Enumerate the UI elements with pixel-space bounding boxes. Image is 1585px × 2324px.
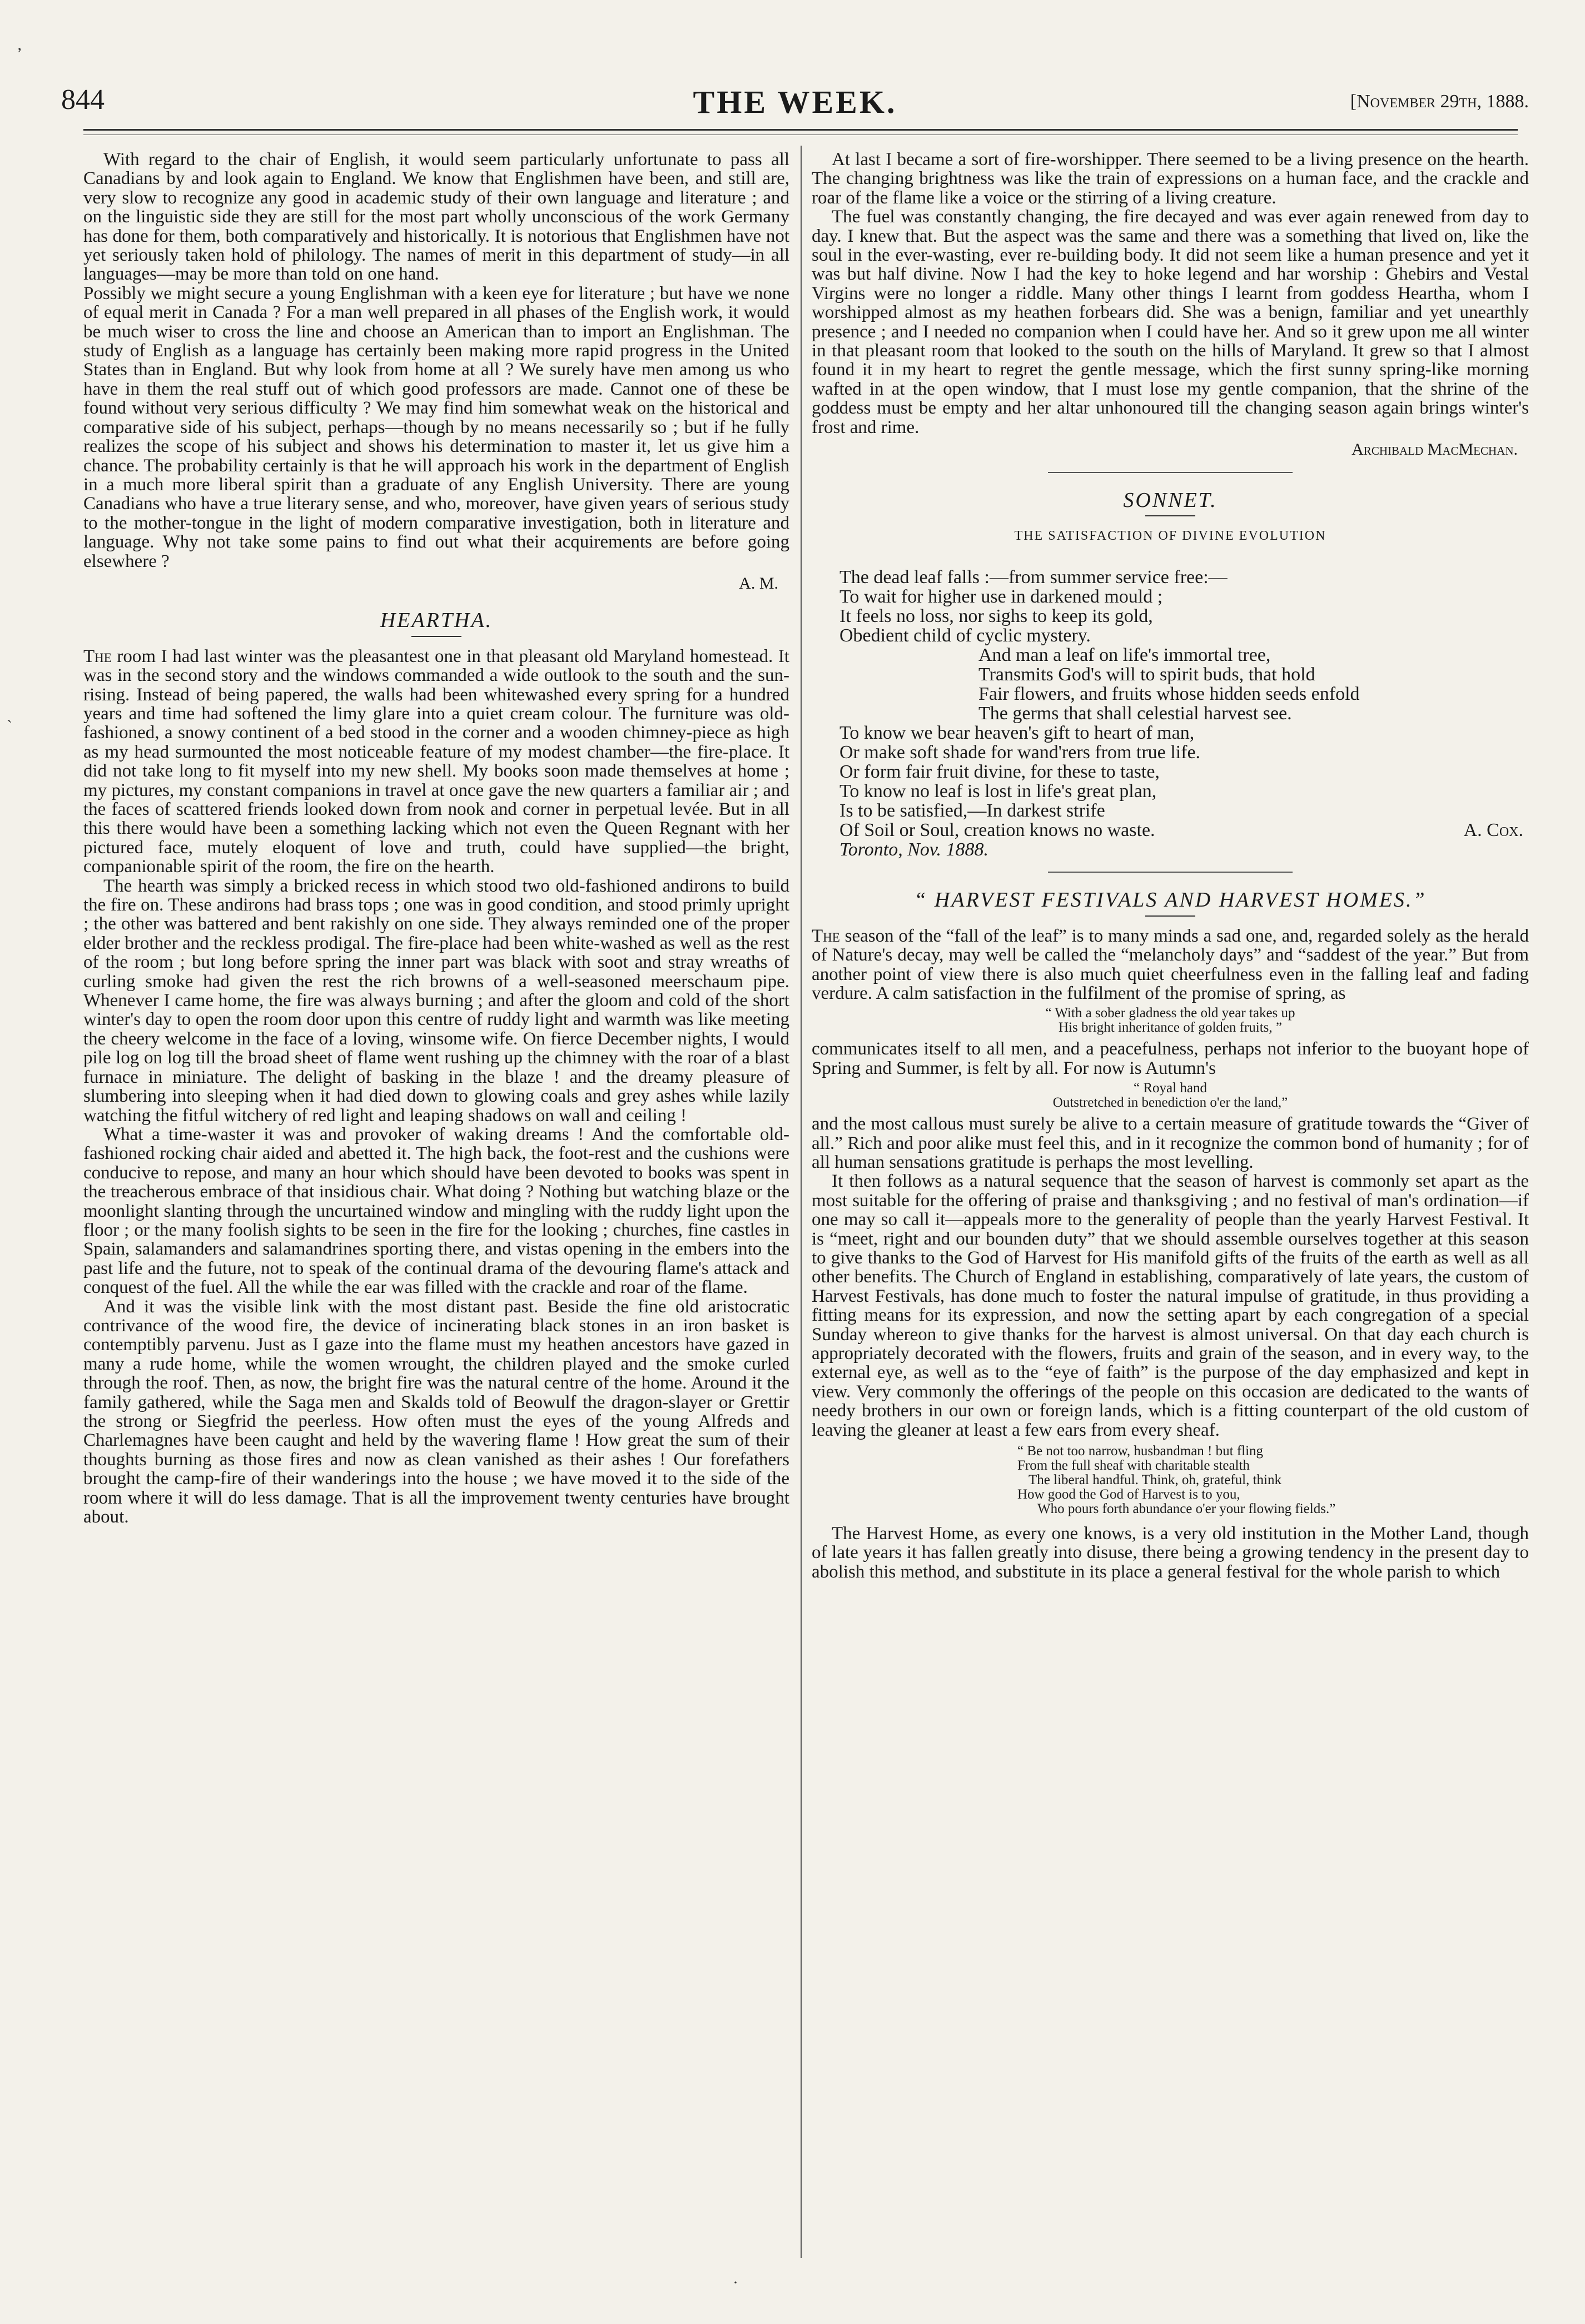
quote-line: How good the God of Harvest is to you,	[1017, 1487, 1240, 1502]
margin-mark: ·	[733, 2273, 738, 2292]
block-quote	[812, 1081, 1529, 1110]
section-divider	[1048, 472, 1293, 473]
article-paragraph: and the most callous must surely be alive to a certain measure of gratitude towards the “Giver of all.” Rich and poor alike must feel this, and in it recognize the common bond of humanity ; for of all human sensations gratitude is perhaps the most levelling.	[812, 1114, 1529, 1172]
masthead-title: THE WEEK.	[693, 84, 897, 120]
issue-date: [November 29th, 1888.	[1350, 91, 1529, 112]
title-rule	[411, 636, 461, 637]
poem-place-date: Toronto, Nov. 1888.	[839, 839, 988, 860]
title-rule	[1145, 915, 1195, 917]
article-signature: A. M.	[739, 574, 778, 593]
sonnet-poem	[839, 568, 1529, 840]
article-paragraph: The fuel was constantly changing, the fire decayed and was ever again renewed from day to day. I knew that. But the aspect was the same and there was a something that lived on, like the soul in the ever-wasting, ever re-building body. It did not seem like a human presence and yet it was but half divine. Now I had the key to hoke legend and har worship : Ghebirs and Vestal Virgins were no longer a riddle. Many other things I learnt from goddess Heartha, whom I worshipped almost as my heathen forbears did. She was a benign, familiar and yet unearthly presence ; and I needed no companion when I could have her. And so it grew upon me all winter in that pleasant room that looked to the south on the hills of Maryland. It grew so that I almost found it in my heart to regret the gentle message, which the first sunny spring-like morning wafted in at the open window, that I must lose my gentle companion, that the shrine of the goddess must be empty and her altar unhonoured till the changing season again brings winter's frost and rime.	[812, 207, 1529, 437]
quote-line: “ With a sober gladness the old year takes up	[1045, 1006, 1295, 1021]
poem-last-line	[839, 820, 1529, 840]
lead-text: room I had last winter was the pleasantest one in that pleasant old Maryland homestead. It was in the second story and the windows commanded a wide outlook to the south and the sun-rising. Instead of being papered, the walls had been whitewashed every spring for a hundred years and time had softened the limy glare into a quiet cream colour. The furniture was old-fashioned, a snowy continent of a bed stood in the corner and a wooden chimney-piece as high as my head surmounted the most noticeable feature of my modest chamber—the fire-place. It did not take long to fit myself into my new shell. My books soon made themselves at home ; my pictures, my constant companions in travel at once gave the new quarters a familiar air ; and the faces of scattered friends looked down from nook and corner in perpetual levée. But in all this there would have been a something lacking which not even the Queen Regnant with her pictured face, mutely eloquent of love and truth, could have supplied—the bright, companionable spirit of the room, the fire on the hearth.	[83, 646, 790, 877]
section-divider	[1048, 872, 1293, 873]
poem-line: It feels no loss, nor sighs to keep its gold,	[839, 606, 1153, 627]
quote-line: “ Be not too narrow, husbandman ! but fling	[1017, 1444, 1264, 1459]
poem-line: And man a leaf on life's immortal tree,	[978, 645, 1271, 666]
poem-line: Is to be satisfied,—In darkest strife	[839, 800, 1105, 822]
article-paragraph-text: Possibly we might secure a young Englishman with a keen eye for literature ; but have we none of equal merit in Canada ? For a man well prepared in all phases of the English work, it would be much wiser to cross the line and choose an American than to import an Englishman. The study of English as a language has certainly been making more rapid progress in the United States than in England. But why look from home at all ? We surely have men among us who have in them the real stuff out of which good professors are made. Cannot one of these be found without very serious difficulty ? We may find him somewhat weak on the historical and comparative side of his subject, perhaps—though by no means necessarily so ; but if he fully realizes the scope of his subject and shows his determination to master it, let us give him a chance. The probability certainly is that he will approach his work in the department of English in a much more liberal spirit than a graduate of any English University. There are young Canadians who have a true literary sense, and who, moreover, have given years of serious study to the mother-tongue in the light of modern comparative investigation, both in literature and language. Why not take some pains to find out what their acquirements are before going elsewhere ?	[83, 283, 789, 571]
article-signature: Archibald MacMechan.	[1352, 440, 1518, 459]
article-paragraph: It then follows as a natural sequence that the season of harvest is commonly set apart as the most suitable for the offering of praise and thanksgiving ; and no festival of man's ordination—if one may so call it—appeals more to the generality of people than the yearly Harvest Festival. It is “meet, right and our bounden duty” that we should assemble ourselves together at this season to give thanks to the God of Harvest for His manifold gifts of the fruits of the earth as well as all other benefits. The Church of England in establishing, comparatively of late years, the custom of Harvest Festivals, has done much to foster the natural impulse of gratitude, in thus providing a fitting means for its expression, and now the setting apart by each congregation of a special Sunday whereon to give thanks for the harvest is almost universal. On that day each church is appropriately decorated with the flowers, fruits and grain of the season, and in every way, to the external eye, as well as to the “eye of faith” is the purpose of the day emphasized and kept in view. Very commonly the offerings of the people on this occasion are dedicated to the wants of needy brothers in our own or foreign lands, which is a fitting counterpart of the old custom of leaving the gleaner at least a few ears from every sheaf.	[812, 1171, 1529, 1440]
page-header	[61, 83, 1529, 128]
section-title-harvest: “ HARVEST FESTIVALS AND HARVEST HOMES.”	[914, 888, 1427, 912]
section-title-heartha: HEARTHA.	[380, 609, 493, 633]
quote-line: From the full sheaf with charitable stealth	[1017, 1458, 1250, 1474]
header-rule	[83, 129, 1518, 131]
margin-mark: `	[7, 717, 12, 735]
article-paragraph: The Harvest Home, as every one knows, is a very old institution in the Mother Land, though of late years it has fallen greatly into disuse, there being a growing tendency in the present day to abolish this method, and substitute in its place a general festival for the whole parish to which	[812, 1524, 1529, 1582]
poem-line: Obedient child of cyclic mystery.	[839, 625, 1091, 646]
poem-line: To know no leaf is lost in life's great plan,	[839, 781, 1157, 802]
left-column	[83, 150, 789, 1526]
poem-line: The germs that shall celestial harvest see.	[978, 703, 1292, 724]
lead-word: The	[812, 925, 840, 946]
poem-line: Or make soft shade for wand'rers from true life.	[839, 742, 1201, 763]
sonnet-subtitle: THE SATISFACTION OF DIVINE EVOLUTION	[1014, 528, 1326, 543]
poem-line: To know we bear heaven's gift to heart of man,	[839, 723, 1195, 744]
poem-line: Or form fair fruit divine, for these to taste,	[839, 762, 1160, 783]
right-column	[812, 150, 1529, 1581]
quote-line: His bright inheritance of golden fruits, ”	[1059, 1020, 1282, 1036]
poem-line: Fair flowers, and fruits whose hidden seeds enfold	[978, 684, 1360, 705]
column-divider	[801, 146, 802, 2258]
article-lead-paragraph	[83, 647, 789, 877]
article-paragraph-signed	[83, 284, 789, 571]
poem-line: To wait for higher use in darkened mould ;	[839, 586, 1163, 608]
article-paragraph: At last I became a sort of fire-worshipper. There seemed to be a living presence on the hearth. The changing brightness was like the train of expressions on a human face, and the crackle and roar of the flame like a voice or the stirring of a living creature.	[812, 150, 1529, 208]
block-quote	[812, 1006, 1529, 1035]
title-rule	[1145, 515, 1195, 516]
article-lead-paragraph	[812, 927, 1529, 1003]
section-title-sonnet: SONNET.	[1123, 488, 1218, 512]
page-number: 844	[61, 84, 105, 116]
article-paragraph: And it was the visible link with the most distant past. Beside the fine old aristocratic contrivance of the wood fire, the device of incinerating black stones in an iron basket is contemptibly parvenu. Just as I gaze into the flame must my heathen ancestors have gazed in many a rude home, while the women wrought, the children played and the smoke curled through the roof. Then, as now, the bright fire was the natural centre of the home. Around it the family gathered, while the Saga men and Skalds told of Beowulf the dragon-slayer or Grettir the strong or Siegfrid the peerless. How often must the eyes of the young Alfreds and Charlemagnes have been caught and held by the wavering flame ! How great the sum of their thoughts burning as those fires and now as clean vanished as their ashes ! Our forefathers brought the camp-fire of their wanderings into the house ; we have moved it to the side of the room where it will do less damage. That is all the improvement twenty centuries have brought about.	[83, 1296, 789, 1527]
quote-line: Outstretched in benediction o'er the land,”	[1052, 1095, 1288, 1111]
poem-author: A. Cox.	[1463, 820, 1523, 841]
article-paragraph: What a time-waster it was and provoker of waking dreams ! And the comfortable old-fashioned rocking chair aided and abetted it. The high back, the foot-rest and the cushions were conducive to repose, and many an hour which should have been devoted to books was spent in the treacherous embrace of that insidious chair. What doing ? Nothing but watching blaze or the moonlight slanting through the uncurtained window and mingling with the ruddy light upon the floor ; or the many foolish sights to be seen in the fire for the looking ; churches, fine castles in Spain, salamanders and salamandrines sporting there, and vistas opening in the embers into the past life and the future, not to speak of the continual drama of the devouring flame's attack and conquest of the fuel. All the while the ear was filled with the crackle and roar of the flame.	[83, 1124, 789, 1298]
quote-line: “ Royal hand	[1134, 1081, 1207, 1096]
poem-line: Transmits God's will to spirit buds, that hold	[978, 664, 1315, 685]
quote-line: Who pours forth abundance o'er your flowing fields.”	[1037, 1501, 1336, 1517]
article-paragraph: With regard to the chair of English, it would seem particularly unfortunate to pass all Canadians by and look again to England. We know that Englishmen have been, and still are, very slow to recognize any good in academic study of their own language and literature ; and on the linguistic side they are still for the most part wholly unconscious of the work Germany has done for them, both comparatively and historically. It is notorious that Englishmen have not yet seriously taken hold of philology. The names of merit in this department of study—in all languages—may be more than told on one hand.	[83, 150, 789, 285]
article-paragraph: The hearth was simply a bricked recess in which stood two old-fashioned andirons to build the fire on. These andirons had brass tops ; one was in good condition, and stood primly upright ; the other was battered and bent rakishly on one side. They always reminded one of the proper elder brother and the reckless prodigal. The fire-place had been white-washed as well as the rest of the room ; but long before spring the inner part was black with soot and stray wreaths of curling smoke had given the rest the rich browns of a well-seasoned meerschaum pipe. Whenever I came home, the fire was always burning ; and after the gloom and cold of the short winter's day to open the room door upon this centre of ruddy light and warmth was like meeting the cheery welcome in the face of a loving, winsome wife. On fierce December nights, I would pile log on log till the broad sheet of flame went rushing up the chimney with the roar of a blast furnace in miniature. The delight of basking in the blaze ! and the dreamy pleasure of slumbering into sleeping when it had died down to glowing coals and grey ashes while lazily watching the fitful witchery of red light and leaping shadows on wall and ceiling !	[83, 875, 789, 1126]
article-paragraph: communicates itself to all men, and a peacefulness, perhaps not inferior to the buoyant hope of Spring and Summer, is felt by all. For now is Autumn's	[812, 1039, 1529, 1078]
quote-line: The liberal handful. Think, oh, grateful, think	[1028, 1472, 1281, 1488]
margin-mark: ’	[17, 44, 22, 63]
poem-line: The dead leaf falls :—from summer service free:—	[839, 567, 1228, 588]
poem-line: Of Soil or Soul, creation knows no waste.	[839, 820, 1155, 841]
block-quote	[812, 1444, 1529, 1516]
lead-word: The	[83, 646, 112, 666]
lead-text: season of the “fall of the leaf” is to many minds a sad one, and, regarded solely as the herald of Nature's decay, may well be called the “melancholy days” and “saddest of the year.” But from another point of view there is also much quiet cheerfulness even in the falling leaf and fading verdure. A calm satisfaction in the fulfilment of the promise of spring, as	[812, 925, 1529, 1003]
